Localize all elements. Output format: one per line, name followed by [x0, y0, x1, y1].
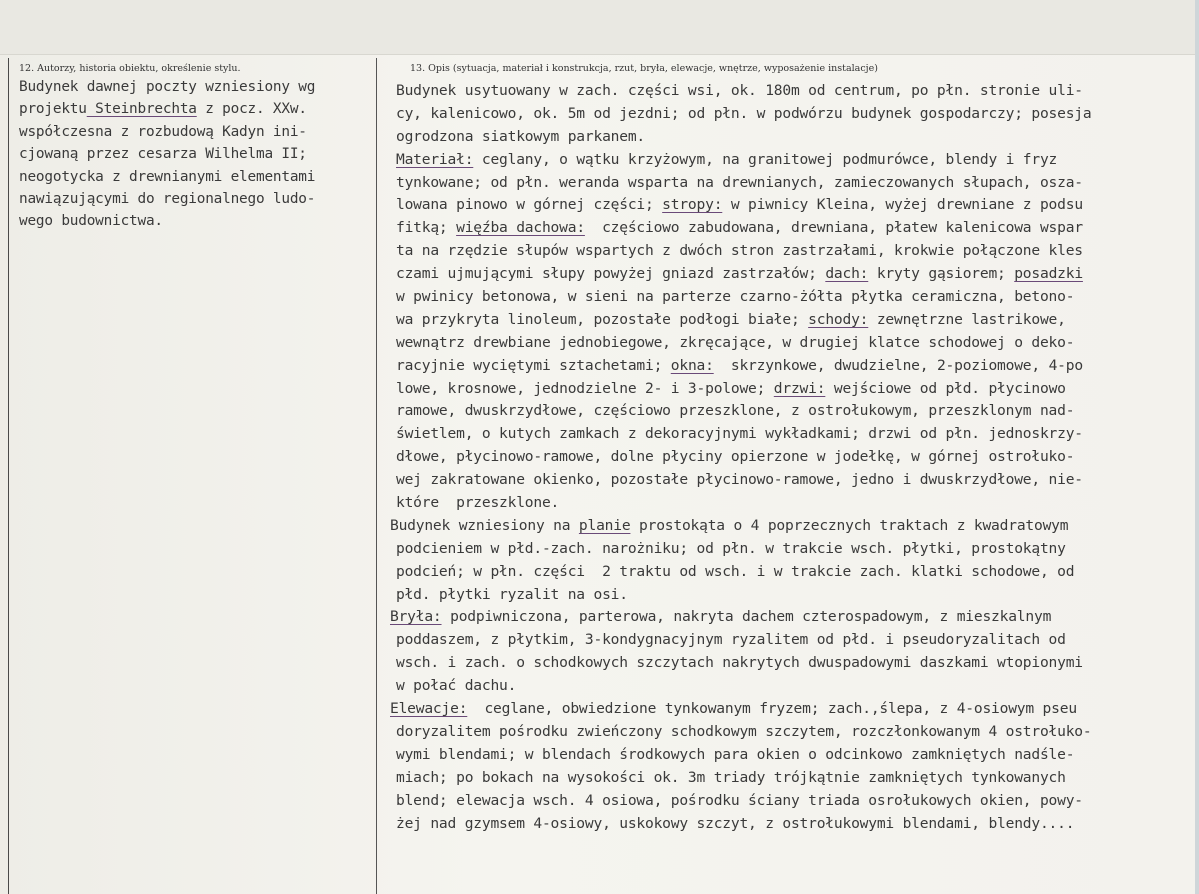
description-line [396, 561, 1091, 584]
authors-history-text [19, 76, 315, 233]
text-segment: ogrodzona siatkowym parkanem. [396, 127, 645, 145]
description-line [396, 103, 1091, 126]
text-segment: czami ujmującymi słupy powyżej gniazd zastrzałów; [396, 265, 826, 283]
text-segment: kryty gąsiorem; [868, 265, 1015, 283]
description-line [396, 378, 1091, 401]
text-segment: ramowe, dwuskrzydłowe, częściowo przeszklone, z ostrołukowym, przeszklonym nad- [396, 402, 1075, 420]
description-line [390, 698, 1091, 721]
text-segment: blend; elewacja wsch. 4 osiowa, pośrodku ściany triada osrołukowych okien, powy- [396, 791, 1083, 809]
text-segment: nawiązującymi do regionalnego ludo- [19, 190, 316, 207]
authors-history-line [19, 121, 315, 143]
text-segment: Budynek wzniesiony na [390, 516, 579, 534]
text-segment: płd. płytki ryzalit na osi. [396, 585, 628, 603]
authors-history-line [19, 210, 315, 232]
authors-history-line [19, 143, 315, 165]
description-line [390, 606, 1091, 629]
description-line [396, 286, 1091, 309]
description-line [396, 149, 1091, 172]
description-line [396, 492, 1091, 515]
text-segment: tynkowane; od płn. weranda wsparta na drewnianych, zamieczowanych słupach, osza- [396, 173, 1083, 191]
description-line [396, 538, 1091, 561]
description-line [396, 263, 1091, 286]
description-line [396, 675, 1091, 698]
text-segment: w piwnicy Kleina, wyżej drewniane z podsu [722, 196, 1083, 214]
section-13-header: 13. Opis (sytuacja, materiał i konstrukcja, rzut, bryła, elewacje, wnętrze, wyposażenie instalacje) [410, 63, 878, 74]
underlined-term: schody: [808, 310, 869, 328]
text-segment: świetlem, o kutych zamkach z dekoracyjnymi wykładkami; drzwi od płn. jednoskrzy- [396, 425, 1083, 443]
description-line [396, 813, 1091, 836]
description-line [396, 240, 1091, 263]
text-segment: podcieniem w płd.-zach. narożniku; od płn. w trakcie wsch. płytki, prostokątny [396, 539, 1066, 557]
description-line [390, 515, 1091, 538]
authors-history-line [19, 166, 315, 188]
text-segment: prostokąta o 4 poprzecznych traktach z kwadratowym [630, 516, 1069, 534]
text-segment: fitką; [396, 219, 457, 237]
description-column [382, 58, 1196, 894]
underlined-term: więźba dachowa: [456, 219, 585, 237]
text-segment: w pwinicy betonowa, w sieni na parterze czarno-żółta płytka ceramiczna, betono- [396, 288, 1075, 306]
text-segment: cjowaną przez cesarza Wilhelma II; [19, 146, 307, 163]
description-line [396, 400, 1091, 423]
authors-history-line [19, 98, 315, 120]
authors-history-line [19, 188, 315, 210]
underlined-term: drzwi: [773, 379, 826, 397]
description-line [396, 652, 1091, 675]
section-12-header: 12. Autorzy, historia obiektu, określenie stylu. [19, 63, 241, 74]
description-text [390, 80, 1092, 835]
text-segment: z pocz. XXw. [196, 101, 307, 118]
text-segment: dłowe, płycinowo-ramowe, dolne płyciny opierzone w jodełkę, w górnej ostrołuko- [396, 448, 1075, 466]
text-segment: lowana pinowo w górnej części; [396, 196, 663, 214]
top-margin [0, 0, 1199, 55]
text-segment: wewnątrz drewbiane jednobiegowe, zkręcające, w drugiej klatce schodowej o deko- [396, 333, 1075, 351]
text-segment: neogotycka z drewnianymi elementami [19, 168, 316, 185]
description-line [396, 446, 1091, 469]
description-line [396, 767, 1091, 790]
column-divider [376, 58, 377, 894]
underlined-term: okna: [670, 356, 714, 374]
text-segment: podcień; w płn. części 2 traktu od wsch. i w trakcie zach. klatki schodowe, od [396, 562, 1075, 580]
text-segment: w połać dachu. [396, 677, 517, 695]
description-line [396, 423, 1091, 446]
description-line [396, 584, 1091, 607]
underlined-term: Materiał: [396, 150, 474, 168]
text-segment: wymi blendami; w blendach środkowych para okien o odcinkowo zamkniętych nadśle- [396, 745, 1075, 763]
text-segment: wa przykryta linoleum, pozostałe podłogi białe; [396, 310, 809, 328]
description-line [396, 126, 1091, 149]
text-segment: racyjnie wyciętymi sztachetami; [396, 356, 671, 374]
authors-history-line [19, 76, 315, 98]
text-segment: lowe, krosnowe, jednodzielne 2- i 3-polowe; [396, 379, 774, 397]
underlined-term: dach: [825, 265, 869, 283]
text-segment: współczesna z rozbudową Kadyn ini- [19, 123, 307, 140]
description-line [396, 469, 1091, 492]
text-segment: cy, kalenicowo, ok. 5m od jezdni; od płn. w podwórzu budynek gospodarczy; posesja [396, 104, 1092, 122]
text-segment: wejściowe od płd. płycinowo [825, 379, 1066, 397]
text-segment: zewnętrzne lastrikowe, [868, 310, 1066, 328]
text-segment: ceglany, o wątku krzyżowym, na granitowej podmurówce, blendy i fryz [473, 150, 1058, 168]
description-line [396, 172, 1091, 195]
text-segment: ceglane, obwiedzione tynkowanym fryzem; zach.,ślepa, z 4-osiowym pseu [467, 700, 1077, 718]
description-line [396, 744, 1091, 767]
description-line [396, 721, 1091, 744]
text-segment: poddaszem, z płytkim, 3-kondygnacyjnym ryzalitem od płd. i pseudoryzalitach od [396, 631, 1066, 649]
text-segment: ta na rzędzie słupów wspartych z dwóch stron zastrzałami, krokwie połączone kles [396, 242, 1083, 260]
text-segment: żej nad gzymsem 4-osiowy, uskokowy szczyt, z ostrołukowymi blendami, blendy.... [396, 814, 1075, 832]
underlined-term: Bryła: [390, 608, 442, 626]
underlined-term: Steinbrechta [86, 101, 197, 118]
text-segment: podpiwniczona, parterowa, nakryta dachem czterospadowym, z mieszkalnym [441, 608, 1052, 626]
text-segment: wego budownictwa. [19, 213, 163, 230]
text-segment: częściowo zabudowana, drewniana, płatew kalenicowa wspar [584, 219, 1083, 237]
description-line [396, 194, 1091, 217]
text-segment: skrzynkowe, dwudzielne, 2-poziomowe, 4-po [713, 356, 1083, 374]
underlined-term: stropy: [662, 196, 723, 214]
underlined-term: planie [578, 516, 631, 534]
text-segment: Budynek usytuowany w zach. części wsi, ok. 180m od centrum, po płn. stronie uli- [396, 82, 1083, 99]
text-segment: doryzalitem pośrodku zwieńczony schodkowym szczytem, rozczłonkowanym 4 ostrołuko- [396, 722, 1092, 740]
underlined-term: Elewacje: [390, 700, 468, 718]
underlined-term: posadzki [1014, 265, 1083, 283]
description-line [396, 80, 1091, 103]
text-segment: wsch. i zach. o schodkowych szczytach nakrytych dwuspadowymi daszkami wtopionymi [396, 654, 1083, 672]
text-segment: które przeszklone. [396, 494, 560, 512]
description-line [396, 309, 1091, 332]
description-line [396, 790, 1091, 813]
text-segment: miach; po bokach na wysokości ok. 3m triady trójkątnie zamkniętych tynkowanych [396, 768, 1066, 786]
description-line [396, 629, 1091, 652]
text-segment: wej zakratowane okienko, pozostałe płycinowo-ramowe, jedno i dwuskrzydłowe, nie- [396, 471, 1083, 489]
authors-history-column [8, 58, 369, 894]
text-segment: projektu [19, 101, 87, 118]
text-segment: Budynek dawnej poczty wzniesiony wg [19, 79, 316, 95]
description-line [396, 332, 1091, 355]
description-line [396, 217, 1091, 240]
description-line [396, 355, 1091, 378]
